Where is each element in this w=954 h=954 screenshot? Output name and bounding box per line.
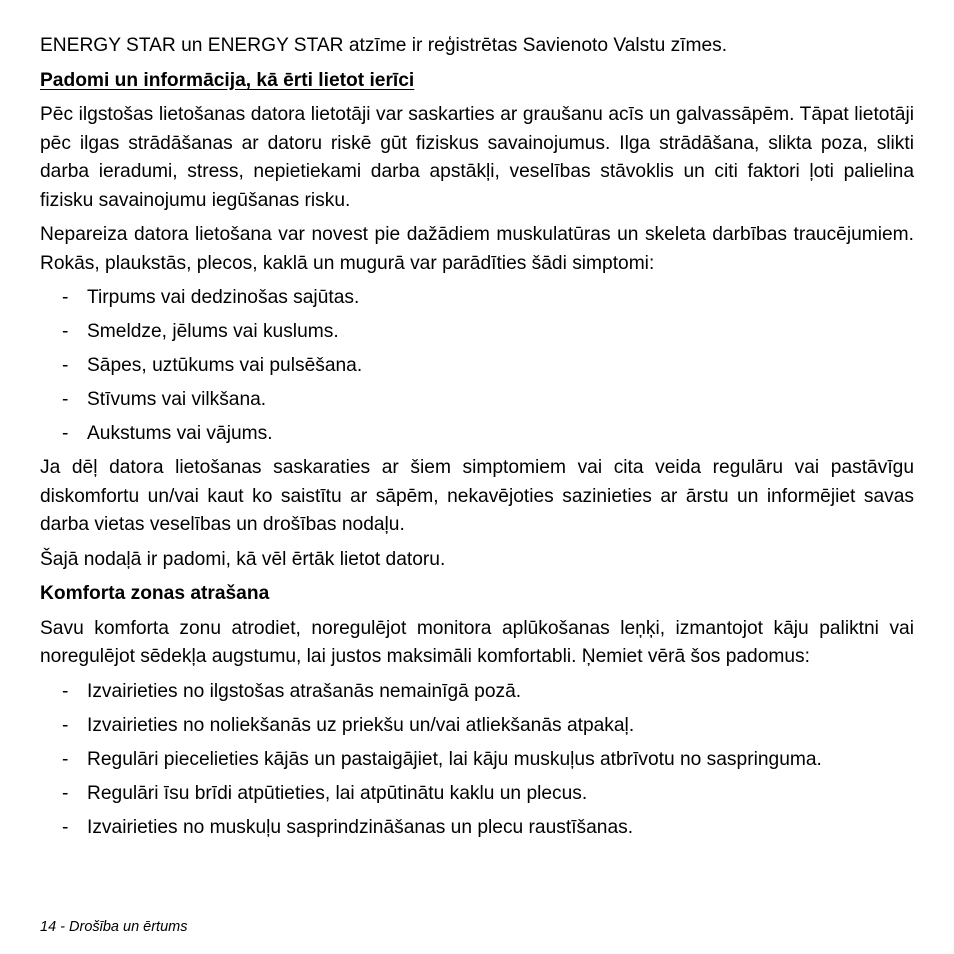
intro-paragraph: ENERGY STAR un ENERGY STAR atzīme ir reģistrētas Savienoto Valstu zīmes. — [40, 35, 728, 56]
section-heading-comfort-tips — [40, 67, 914, 96]
list-item — [40, 780, 914, 809]
dash-marker: - — [62, 355, 69, 376]
paragraph-eye-strain: Pēc ilgstošas lietošanas datora lietotāji var saskarties ar graušanu acīs un galvassāpēm. Tāpat lietotāji pēc ilgas strādāšanas ar datoru riskē gūt fiziskus savainojumus. Ilga strādāšana, slikta poza, slikti darba ieradumi, stress, nepietiekami darba apstākļi, veselības stāvoklis un citi faktori ļoti palielina fizisku savainojumu iegūšanas risku. — [40, 104, 914, 211]
dash-marker: - — [62, 748, 69, 770]
list-item-text: Aukstums vai vājums. — [87, 423, 273, 444]
list-item — [40, 746, 914, 775]
list-item-text: Regulāri īsu brīdi atpūtieties, lai atpūtinātu kaklu un plecus. — [87, 782, 588, 804]
list-item-text: Sāpes, uztūkums vai pulsēšana. — [87, 355, 363, 376]
dash-marker: - — [62, 714, 69, 736]
list-item-text: Izvairieties no ilgstošas atrašanās nemainīgā pozā. — [87, 680, 522, 702]
list-item-text: Izvairieties no muskuļu sasprindzināšanas un plecu raustīšanas. — [87, 816, 634, 838]
page-footer: 14 - Drošība un ērtums — [40, 919, 188, 935]
list-item-text: Tirpums vai dedzinošas sajūtas. — [87, 287, 360, 308]
list-item — [40, 386, 914, 415]
dash-marker: - — [62, 389, 69, 410]
symptoms-list — [40, 284, 914, 449]
list-item — [40, 318, 914, 347]
tips-list — [40, 678, 914, 843]
list-item — [40, 678, 914, 707]
list-item — [40, 420, 914, 449]
document-page — [40, 32, 914, 848]
paragraph-consult-doctor: Ja dēļ datora lietošanas saskaraties ar šiem simptomiem vai cita veida regulāru vai pastāvīgu diskomfortu un/vai kaut ko saistītu ar sāpēm, nekavējoties sazinieties ar ārstu un informējiet savas darba vietas veselības un drošības nodaļu. — [40, 457, 914, 535]
dash-marker: - — [62, 423, 69, 444]
list-item-text: Regulāri piecelieties kājās un pastaigājiet, lai kāju muskuļus atbrīvotu no saspringuma. — [87, 748, 822, 770]
paragraph-comfort-zone: Savu komforta zonu atrodiet, noregulējot monitora aplūkošanas leņķi, izmantojot kāju paliktni vai noregulējot sēdekļa augstumu, lai justos maksimāli komfortabli. Ņemiet vērā šos padomus: — [40, 617, 914, 667]
paragraph-chapter-note: Šajā nodaļā ir padomi, kā vēl ērtāk lietot datoru. — [40, 548, 446, 570]
list-item — [40, 712, 914, 741]
list-item-text: Izvairieties no noliekšanās uz priekšu un/vai atliekšanās atpakaļ. — [87, 714, 635, 736]
dash-marker: - — [62, 680, 69, 702]
dash-marker: - — [62, 287, 69, 308]
dash-marker: - — [62, 321, 69, 342]
dash-marker: - — [62, 816, 69, 838]
list-item — [40, 284, 914, 313]
list-item-text: Smeldze, jēlums vai kuslums. — [87, 321, 339, 342]
paragraph-symptoms-intro: Nepareiza datora lietošana var novest pie dažādiem muskulatūras un skeleta darbības traucējumiem. Rokās, plaukstās, plecos, kaklā un mugurā var parādīties šādi simptomi: — [40, 224, 914, 274]
section-heading-comfort-zone: Komforta zonas atrašana — [40, 583, 270, 604]
section-heading-comfort-tips-text: Padomi un informācija, kā ērti lietot ierīci — [40, 69, 415, 91]
list-item-text: Stīvums vai vilkšana. — [87, 389, 267, 410]
list-item — [40, 814, 914, 843]
dash-marker: - — [62, 782, 69, 804]
list-item — [40, 352, 914, 381]
